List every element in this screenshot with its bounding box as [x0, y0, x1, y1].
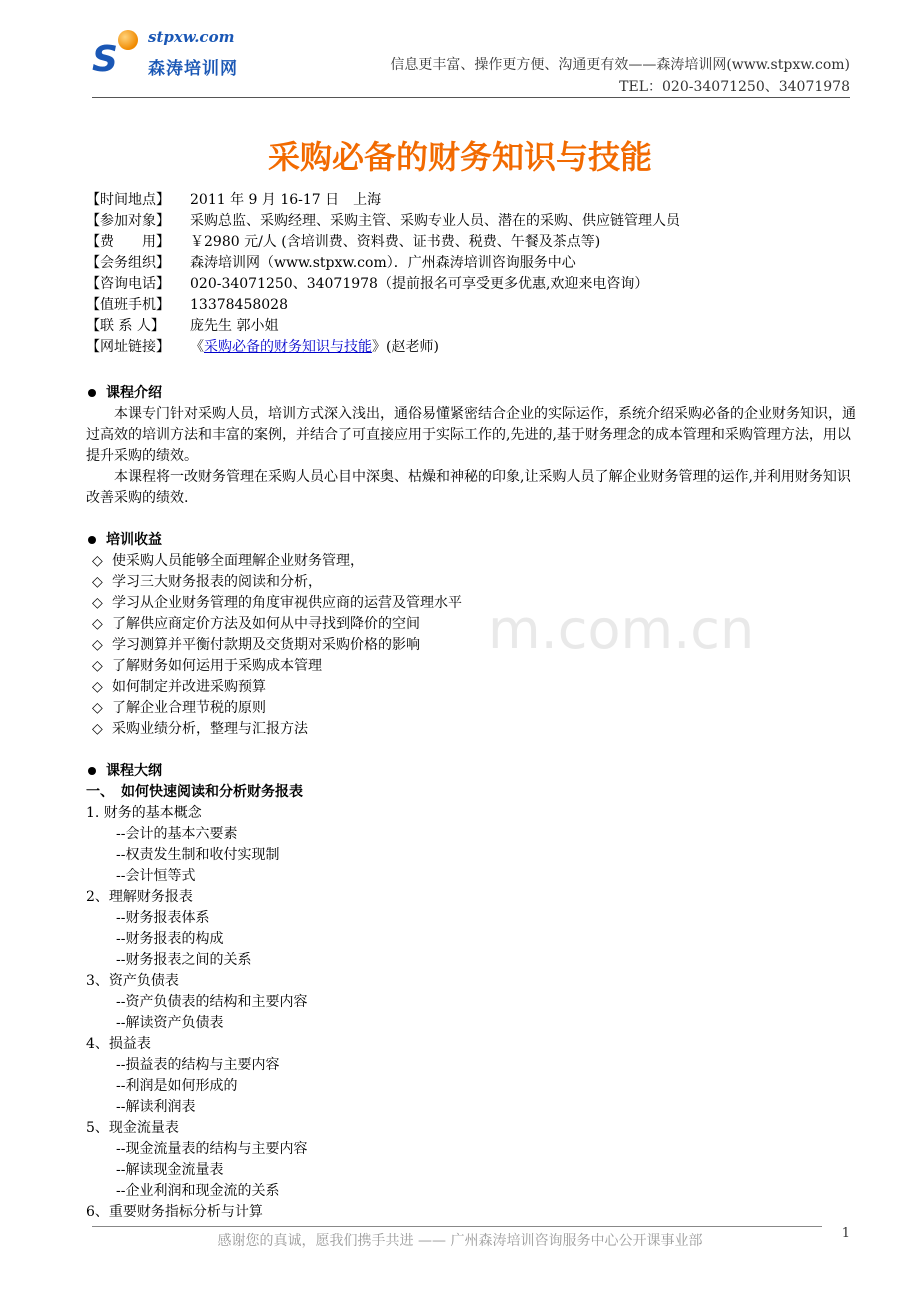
benefit-item: ◇ 学习三大财务报表的阅读和分析，	[86, 572, 862, 593]
bullet-icon	[88, 536, 96, 544]
info-label: 【会务组织】	[86, 255, 170, 271]
outline-section-title: 6、重要财务指标分析与计算	[86, 1204, 263, 1220]
diamond-icon: ◇	[92, 679, 103, 695]
outline-subitem: --解读利润表	[116, 1099, 196, 1115]
footer-divider	[92, 1226, 822, 1227]
bullet-icon	[88, 767, 96, 775]
outline-subitem: --解读现金流量表	[116, 1162, 224, 1178]
info-value: 森涛培训网（www.stpxw.com）．广州森涛培训咨询服务中心	[190, 255, 576, 271]
info-value	[190, 337, 862, 358]
outline-subitem: --解读资产负债表	[116, 1015, 224, 1031]
header-contact	[390, 54, 850, 98]
header-divider	[92, 97, 850, 98]
logo-url: stpxw.com	[148, 28, 235, 46]
intro-paragraph: 本课专门针对采购人员，培训方式深入浅出，通俗易懂紧密结合企业的实际运作，系统介绍采购必备的企业财务知识，通过高效的培训方法和丰富的案例，并结合了可直接应用于实际工作的,先进的,基于财务理念的成本管理和采购管理方法，用以提升采购的绩效。	[86, 406, 856, 464]
link-prefix: 《	[190, 339, 204, 355]
benefit-item: ◇ 学习测算并平衡付款期及交货期对采购价格的影响	[86, 635, 862, 656]
outline-subitem: --资产负债表的结构和主要内容	[116, 994, 308, 1010]
outline-subitem: --利润是如何形成的	[116, 1078, 238, 1094]
info-row	[86, 253, 862, 274]
info-label: 【值班手机】	[86, 297, 170, 313]
logo-mark: S	[92, 39, 118, 80]
benefit-item: ◇ 如何制定并改进采购预算	[86, 677, 862, 698]
page-title: 采购必备的财务知识与技能	[267, 138, 652, 176]
outline-subitem: --企业利润和现金流的关系	[116, 1183, 280, 1199]
header-tagline: 信息更丰富、操作更方便、沟通更有效——森涛培训网(www.stpxw.com)	[390, 57, 850, 73]
header-tel: TEL：020-34071250、34071978	[619, 79, 850, 95]
info-value: 采购总监、采购经理、采购主管、采购专业人员、潜在的采购、供应链管理人员	[190, 213, 680, 229]
info-label: 【联 系 人】	[86, 318, 165, 334]
diamond-icon: ◇	[92, 616, 103, 632]
benefit-item: ◇ 学习从企业财务管理的角度审视供应商的运营及管理水平	[86, 593, 862, 614]
diamond-icon: ◇	[92, 700, 103, 716]
benefit-item: ◇ 了解供应商定价方法及如何从中寻找到降价的空间	[86, 614, 862, 635]
document-body	[86, 190, 862, 1223]
outline-subitem: --财务报表之间的关系	[116, 952, 252, 968]
section-heading-outline: 课程大纲	[86, 761, 862, 782]
info-row	[86, 274, 862, 295]
diamond-icon: ◇	[92, 721, 103, 737]
outline-subitem: --财务报表体系	[116, 910, 210, 926]
logo-name: 森涛培训网	[148, 59, 238, 79]
outline-section-title: 2、理解财务报表	[86, 889, 193, 905]
outline-subitem: --现金流量表的结构与主要内容	[116, 1141, 308, 1157]
page-number: 1	[841, 1226, 850, 1241]
info-row	[86, 295, 862, 316]
diamond-icon: ◇	[92, 658, 103, 674]
bullet-icon	[88, 389, 96, 397]
info-label: 【网址链接】	[86, 339, 170, 355]
info-value: 2011 年 9 月 16-17 日 上海	[190, 192, 382, 208]
info-row	[86, 190, 862, 211]
logo	[92, 26, 252, 84]
intro-paragraph: 本课程将一改财务管理在采购人员心目中深奥、枯燥和神秘的印象,让采购人员了解企业财务管理的运作,并利用财务知识改善采购的绩效.	[86, 469, 851, 506]
info-value: 13378458028	[190, 297, 288, 313]
info-row-link	[86, 337, 862, 358]
outline-subitem: --权责发生制和收付实现制	[116, 847, 280, 863]
outline-section-title: 3、资产负债表	[86, 973, 179, 989]
outline-subitem: --会计的基本六要素	[116, 826, 238, 842]
info-row	[86, 232, 862, 253]
outline-section-title: 1. 财务的基本概念	[86, 805, 202, 821]
benefit-item: ◇ 了解财务如何运用于采购成本管理	[86, 656, 862, 677]
info-value: 庞先生 郭小姐	[190, 318, 279, 334]
benefit-item: ◇ 了解企业合理节税的原则	[86, 698, 862, 719]
info-label: 【费 用】	[86, 234, 170, 250]
course-link[interactable]: 采购必备的财务知识与技能	[204, 339, 372, 355]
section-heading-benefits: 培训收益	[86, 530, 862, 551]
outline-chapter: 一、 如何快速阅读和分析财务报表	[86, 784, 303, 800]
info-label: 【时间地点】	[86, 192, 170, 208]
benefit-item: ◇ 使采购人员能够全面理解企业财务管理，	[86, 551, 862, 572]
info-block	[86, 190, 862, 358]
link-suffix: 》(赵老师)	[372, 339, 439, 355]
outline-subitem: --财务报表的构成	[116, 931, 224, 947]
diamond-icon: ◇	[92, 574, 103, 590]
diamond-icon: ◇	[92, 553, 103, 569]
info-value: ￥2980 元/人 (含培训费、资料费、证书费、税费、午餐及茶点等)	[190, 234, 601, 250]
info-row	[86, 316, 862, 337]
info-value: 020-34071250、34071978（提前报名可享受更多优惠,欢迎来电咨询）	[190, 276, 649, 292]
watermark: m.com.cn	[488, 598, 755, 661]
diamond-icon: ◇	[92, 595, 103, 611]
info-row	[86, 211, 862, 232]
diamond-icon: ◇	[92, 637, 103, 653]
info-label: 【参加对象】	[86, 213, 170, 229]
section-heading-intro: 课程介绍	[86, 383, 862, 404]
footer-text: 感谢您的真诚，愿我们携手共进 —— 广州森涛培训咨询服务中心公开课事业部	[217, 1233, 703, 1249]
outline-subitem: --损益表的结构与主要内容	[116, 1057, 280, 1073]
benefit-item: ◇ 采购业绩分析，整理与汇报方法	[86, 719, 862, 740]
logo-ball-icon	[118, 30, 138, 50]
outline-subitem: --会计恒等式	[116, 868, 196, 884]
outline-section-title: 4、损益表	[86, 1036, 151, 1052]
info-label: 【咨询电话】	[86, 276, 170, 292]
outline-section-title: 5、现金流量表	[86, 1120, 179, 1136]
